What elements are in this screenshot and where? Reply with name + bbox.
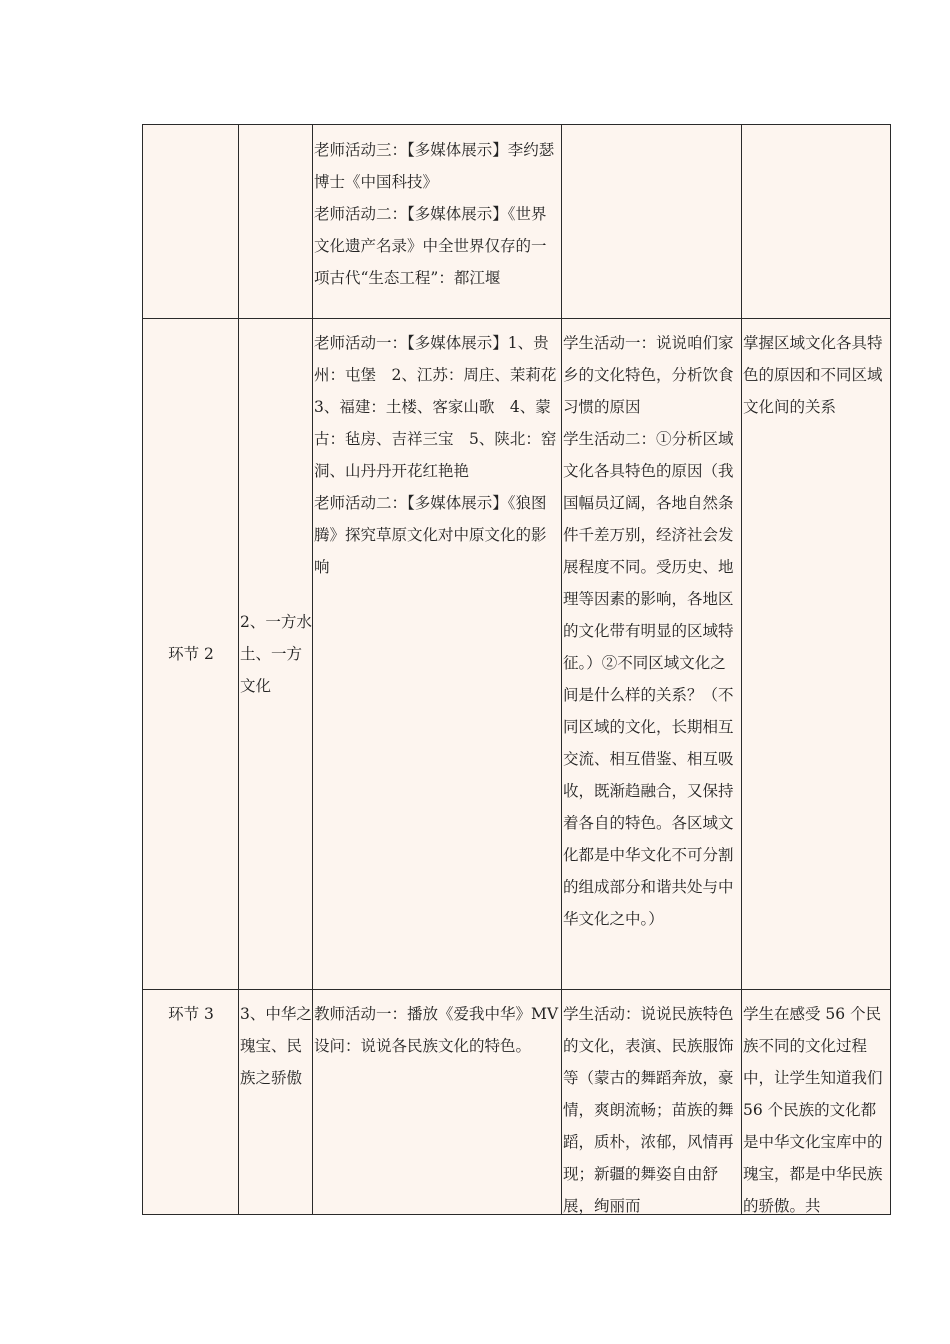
lesson-plan-table — [142, 124, 891, 1215]
topic-cell — [239, 990, 313, 1215]
stage-cell — [143, 125, 239, 319]
student-activity-text: 学生活动：说说民族特色的文化，表演、民族服饰等（蒙古的舞蹈奔放，豪情，爽朗流畅；苗族的舞蹈，质朴，浓郁，风情再现；新疆的舞姿自由舒展，绚丽而 — [563, 1005, 734, 1215]
table-row — [143, 990, 891, 1215]
student-activity-text: 学生活动一：说说咱们家乡的文化特色，分析饮食习惯的原因 — [563, 334, 734, 416]
goal-cell — [742, 990, 891, 1215]
teacher-activity-text: 老师活动一：【多媒体展示】1、贵州：屯堡 2、江苏：周庄、茉莉花 3、福建：土楼、客家山歌 4、蒙古：毡房、吉祥三宝 5、陕北：窑洞、山丹丹开花红艳艳 — [314, 334, 562, 480]
student-activity-cell — [562, 125, 742, 319]
student-activity-cell — [562, 319, 742, 990]
teacher-activity-cell — [313, 990, 562, 1215]
table-row — [143, 319, 891, 990]
student-activity-text: 学生活动二：①分析区域文化各具特色的原因（我国幅员辽阔，各地自然条件千差万别，经济社会发展程度不同。受历史、地理等因素的影响，各地区的文化带有明显的区域特征。）②不同区域文化之间是什么样的关系？（不同区域的文化，长期相互交流、相互借鉴、相互吸收，既渐趋融合，又保持着各自的特色。各区域文化都是中华文化不可分割的组成部分和谐共处与中华文化之中。） — [563, 430, 734, 928]
topic-cell — [239, 319, 313, 990]
goal-cell — [742, 319, 891, 990]
teacher-activity-text: 教师活动一：播放《爱我中华》MV 设问：说说各民族文化的特色。 — [314, 1005, 564, 1055]
topic-cell — [239, 125, 313, 319]
teacher-activity-text: 老师活动三：【多媒体展示】李约瑟博士《中国科技》 — [314, 141, 555, 191]
stage-cell — [143, 319, 239, 990]
stage-label: 环节 2 — [168, 645, 214, 663]
goal-text: 掌握区域文化各具特色的原因和不同区域文化间的关系 — [743, 334, 883, 416]
table-row — [143, 125, 891, 319]
topic-label: 3、中华之瑰宝、民族之骄傲 — [240, 1005, 312, 1087]
teacher-activity-text: 老师活动二：【多媒体展示】《世界文化遗产名录》中全世界仅存的一项古代“生态工程”：都江堰 — [314, 205, 547, 287]
topic-label: 2、一方水土、一方文化 — [240, 613, 312, 695]
teacher-activity-cell — [313, 319, 562, 990]
teacher-activity-cell — [313, 125, 562, 319]
stage-cell — [143, 990, 239, 1215]
student-activity-cell — [562, 990, 742, 1215]
goal-text: 学生在感受 56 个民族不同的文化过程中，让学生知道我们 56 个民族的文化都是中华文化宝库中的瑰宝，都是中华民族的骄傲。共 — [743, 1005, 888, 1215]
goal-cell — [742, 125, 891, 319]
teacher-activity-text: 老师活动二：【多媒体展示】《狼图腾》探究草原文化对中原文化的影响 — [314, 494, 547, 576]
stage-label: 环节 3 — [168, 1005, 214, 1023]
